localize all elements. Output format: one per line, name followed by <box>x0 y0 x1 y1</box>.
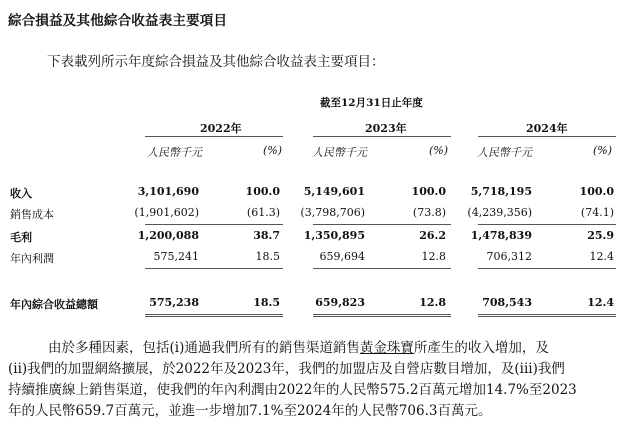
table-cell: 706,312 <box>486 250 532 263</box>
table-cell: 18.5 <box>253 296 280 309</box>
table-cell: 1,350,895 <box>303 229 365 242</box>
table-cell: 5,149,601 <box>303 185 365 198</box>
table-cell: (1,901,602) <box>134 206 199 219</box>
year-underline-2024 <box>478 136 616 137</box>
table-cell: 26.2 <box>419 229 446 242</box>
double-rule <box>478 314 616 315</box>
year-underline-2023 <box>313 136 451 137</box>
table-cell: 12.4 <box>587 296 614 309</box>
row-label: 收入 <box>10 187 32 200</box>
table-cell: 5,718,195 <box>470 185 532 198</box>
pct-label-2023: (%) <box>429 144 449 157</box>
table-cell: 12.4 <box>589 250 614 263</box>
table-cell: 659,823 <box>315 296 365 309</box>
double-rule <box>145 314 283 315</box>
divider <box>313 224 451 225</box>
table-cell: (73.8) <box>412 206 446 219</box>
table-cell: 100.0 <box>579 185 614 198</box>
divider <box>145 268 283 269</box>
table-cell: 575,238 <box>149 296 199 309</box>
period-header: 截至12月31日止年度 <box>320 97 423 109</box>
row-label: 毛利 <box>10 231 32 244</box>
table-cell: 25.9 <box>587 229 614 242</box>
table-cell: 12.8 <box>419 296 446 309</box>
unit-label-2024: 人民幣千元 <box>477 146 532 159</box>
paragraph-line: 年的人民幣659.7百萬元，並進一步增加7.1%至2024年的人民幣706.3百萬元。 <box>8 403 492 419</box>
table-cell: 708,543 <box>482 296 532 309</box>
paragraph-line <box>8 338 618 359</box>
paragraph-text: 由於多種因素，包括(i)通過我們所有的銷售渠道銷售 <box>48 340 360 356</box>
table-cell: 659,694 <box>319 250 365 263</box>
double-rule <box>313 314 451 315</box>
row-label: 年內利潤 <box>10 252 54 265</box>
pct-label-2024: (%) <box>593 144 613 157</box>
unit-label-2022: 人民幣千元 <box>147 146 202 159</box>
year-underline-2022 <box>145 136 283 137</box>
double-rule <box>478 316 616 317</box>
divider <box>478 224 616 225</box>
explanatory-paragraph <box>8 338 618 422</box>
table-cell: 100.0 <box>411 185 446 198</box>
table-cell: (4,239,356) <box>467 206 532 219</box>
paragraph-line: (ii)我們的加盟網絡擴展，於2022年及2023年，我們的加盟店及自營店數目增加，及(iii)我們 <box>8 361 565 377</box>
divider <box>478 268 616 269</box>
divider <box>145 224 283 225</box>
year-header-2022: 2022年 <box>200 122 242 135</box>
table-cell: 3,101,690 <box>137 185 199 198</box>
table-cell: (61.3) <box>246 206 280 219</box>
paragraph-text: 所產生的收入增加，及 <box>413 340 549 356</box>
row-label: 年內綜合收益總額 <box>10 298 98 311</box>
table-cell: 12.8 <box>421 250 446 263</box>
intro-text: 下表載列所示年度綜合損益及其他綜合收益表主要項目： <box>47 54 385 70</box>
table-cell: 38.7 <box>253 229 280 242</box>
table-cell: (3,798,706) <box>300 206 365 219</box>
row-label: 銷售成本 <box>10 208 54 221</box>
table-cell: 575,241 <box>153 250 199 263</box>
divider <box>313 268 451 269</box>
year-header-2024: 2024年 <box>526 122 568 135</box>
table-cell: 1,478,839 <box>470 229 532 242</box>
paragraph-line: 持續推廣線上銷售渠道，使我們的年內利潤由2022年的人民幣575.2百萬元增加14.7%至2023 <box>8 382 577 398</box>
table-cell: 100.0 <box>245 185 280 198</box>
double-rule <box>313 316 451 317</box>
table-cell: 18.5 <box>255 250 280 263</box>
double-rule <box>145 316 283 317</box>
table-cell: (74.1) <box>580 206 614 219</box>
pct-label-2022: (%) <box>263 144 283 157</box>
year-header-2023: 2023年 <box>365 122 407 135</box>
table-cell: 1,200,088 <box>137 229 199 242</box>
section-heading: 綜合損益及其他綜合收益表主要項目 <box>8 13 228 29</box>
unit-label-2023: 人民幣千元 <box>312 146 367 159</box>
underlined-term: 黃金珠寶 <box>359 340 414 356</box>
